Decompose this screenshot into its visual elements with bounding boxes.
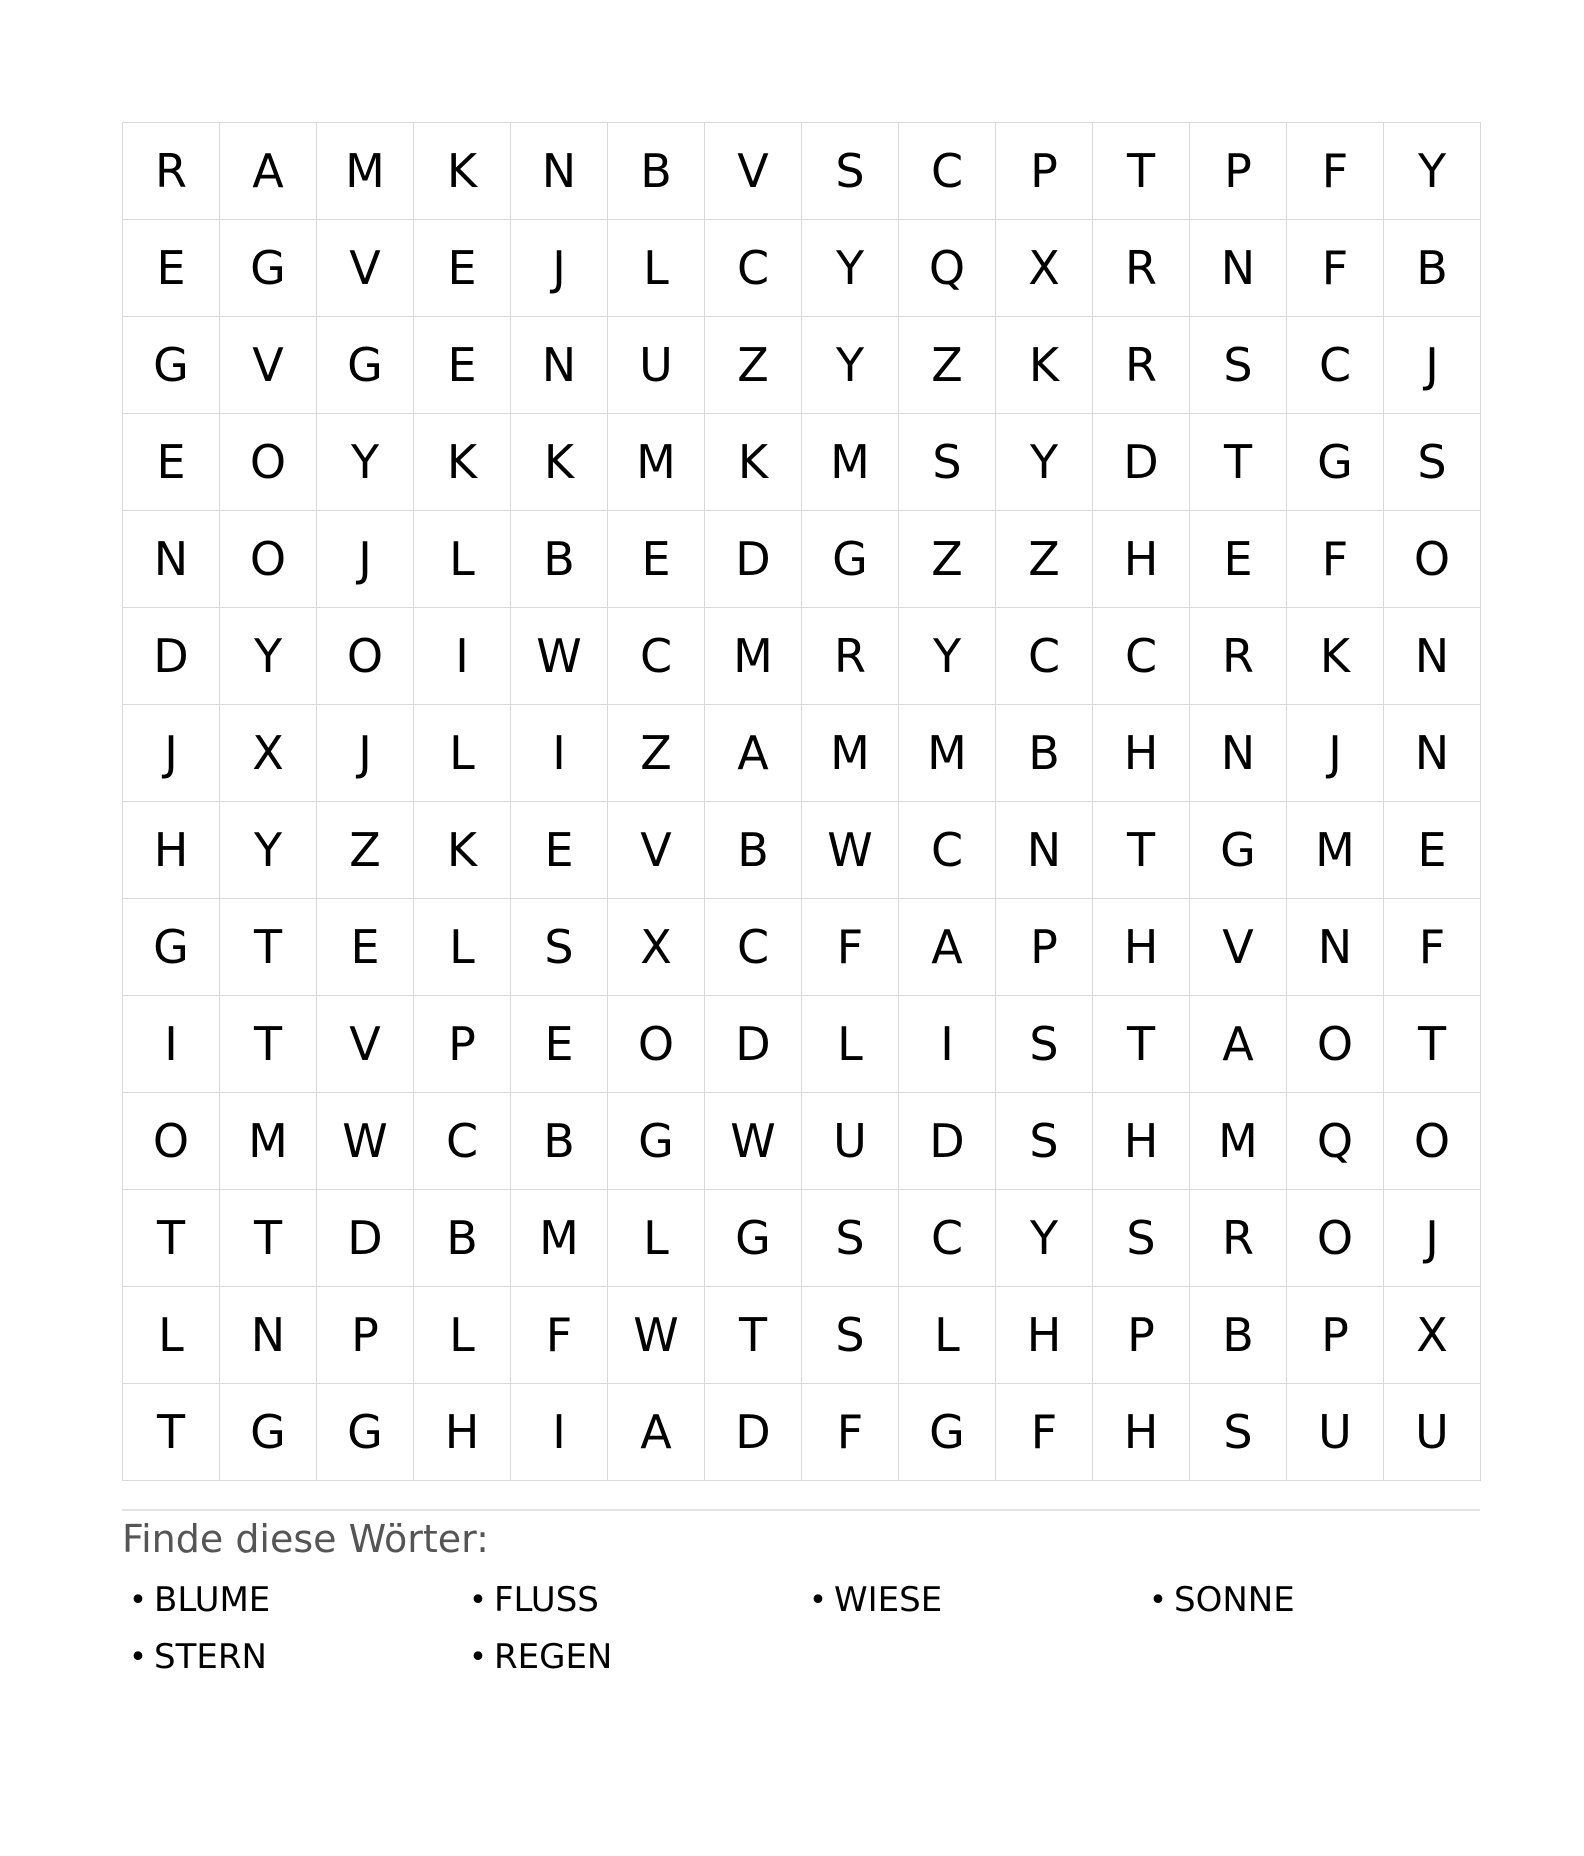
grid-cell[interactable]: G (705, 1190, 802, 1287)
grid-cell[interactable]: T (123, 1190, 220, 1287)
grid-cell[interactable]: F (996, 1384, 1093, 1481)
grid-cell[interactable]: L (123, 1287, 220, 1384)
grid-cell[interactable]: X (608, 899, 705, 996)
grid-cell[interactable]: S (1190, 317, 1287, 414)
grid-cell[interactable]: G (220, 220, 317, 317)
grid-cell[interactable]: K (705, 414, 802, 511)
grid-cell[interactable]: O (123, 1093, 220, 1190)
grid-cell[interactable]: M (317, 123, 414, 220)
grid-cell[interactable]: M (1287, 802, 1384, 899)
grid-cell[interactable]: H (123, 802, 220, 899)
grid-cell[interactable]: H (1093, 1093, 1190, 1190)
grid-cell[interactable]: K (511, 414, 608, 511)
grid-cell[interactable]: V (317, 996, 414, 1093)
word-label: BLUME (154, 1579, 271, 1620)
grid-cell[interactable]: S (996, 996, 1093, 1093)
grid-cell[interactable]: E (511, 996, 608, 1093)
grid-cell[interactable]: B (511, 1093, 608, 1190)
bullet-icon: • (469, 1639, 487, 1675)
word-list-item (802, 1577, 1142, 1624)
grid-cell[interactable]: K (414, 414, 511, 511)
grid-cell[interactable]: S (802, 1190, 899, 1287)
grid-cell[interactable]: M (220, 1093, 317, 1190)
word-label: WIESE (834, 1579, 943, 1620)
grid-cell[interactable]: O (220, 414, 317, 511)
grid-cell[interactable]: S (1093, 1190, 1190, 1287)
grid-cell[interactable]: H (996, 1287, 1093, 1384)
grid-cell[interactable]: F (511, 1287, 608, 1384)
grid-cell[interactable]: Z (996, 511, 1093, 608)
grid-cell[interactable]: G (608, 1093, 705, 1190)
grid-cell[interactable]: L (414, 511, 511, 608)
grid-cell[interactable]: U (1384, 1384, 1481, 1481)
grid-cell[interactable]: B (996, 705, 1093, 802)
grid-cell[interactable]: G (1190, 802, 1287, 899)
grid-cell[interactable]: N (1190, 705, 1287, 802)
grid-cell[interactable]: O (317, 608, 414, 705)
grid-cell[interactable]: C (899, 1190, 996, 1287)
grid-cell[interactable]: P (414, 996, 511, 1093)
grid-cell[interactable]: V (317, 220, 414, 317)
grid-cell[interactable]: N (1287, 899, 1384, 996)
grid-cell[interactable]: G (899, 1384, 996, 1481)
grid-cell[interactable]: S (1384, 414, 1481, 511)
grid-cell[interactable]: C (996, 608, 1093, 705)
grid-cell[interactable]: S (899, 414, 996, 511)
grid-cell[interactable]: H (1093, 705, 1190, 802)
grid-cell[interactable]: B (1190, 1287, 1287, 1384)
grid-cell[interactable]: C (705, 899, 802, 996)
grid-cell[interactable]: J (317, 511, 414, 608)
grid-cell[interactable]: T (1384, 996, 1481, 1093)
grid-cell[interactable]: F (802, 899, 899, 996)
grid-cell[interactable]: M (899, 705, 996, 802)
grid-cell[interactable]: F (1287, 511, 1384, 608)
grid-cell[interactable]: R (1190, 1190, 1287, 1287)
grid-cell[interactable]: S (802, 1287, 899, 1384)
grid-cell[interactable]: Y (1384, 123, 1481, 220)
grid-cell[interactable]: J (1287, 705, 1384, 802)
grid-cell[interactable]: J (123, 705, 220, 802)
bullet-icon: • (129, 1639, 147, 1675)
grid-cell[interactable]: O (1287, 996, 1384, 1093)
grid-cell[interactable]: Y (802, 317, 899, 414)
grid-cell[interactable]: O (608, 996, 705, 1093)
grid-cell[interactable]: U (802, 1093, 899, 1190)
grid-cell[interactable]: Y (220, 802, 317, 899)
grid-cell[interactable]: N (1384, 608, 1481, 705)
grid-cell[interactable]: K (414, 802, 511, 899)
grid-cell[interactable]: A (705, 705, 802, 802)
grid-cell[interactable]: P (317, 1287, 414, 1384)
grid-cell[interactable]: T (123, 1384, 220, 1481)
grid-cell[interactable]: X (1384, 1287, 1481, 1384)
grid-cell[interactable]: L (802, 996, 899, 1093)
letter-grid (122, 122, 1481, 1481)
grid-cell[interactable]: M (802, 705, 899, 802)
grid-cell[interactable]: N (511, 317, 608, 414)
grid-cell[interactable]: W (511, 608, 608, 705)
word-list (122, 1577, 1474, 1681)
grid-cell[interactable]: F (1287, 123, 1384, 220)
grid-cell[interactable]: Y (996, 414, 1093, 511)
grid-cell[interactable]: N (1384, 705, 1481, 802)
grid-cell[interactable]: F (802, 1384, 899, 1481)
grid-cell[interactable]: S (802, 123, 899, 220)
grid-cell[interactable]: Z (705, 317, 802, 414)
grid-cell[interactable]: N (996, 802, 1093, 899)
grid-cell[interactable]: E (1384, 802, 1481, 899)
grid-cell[interactable]: G (123, 899, 220, 996)
word-label: REGEN (494, 1636, 613, 1677)
grid-cell[interactable]: M (608, 414, 705, 511)
grid-cell[interactable]: J (1384, 317, 1481, 414)
grid-cell[interactable]: M (1190, 1093, 1287, 1190)
grid-cell[interactable]: Y (899, 608, 996, 705)
grid-cell[interactable]: H (1093, 511, 1190, 608)
grid-cell[interactable]: D (705, 1384, 802, 1481)
grid-cell[interactable]: O (1384, 511, 1481, 608)
grid-cell[interactable]: N (1190, 220, 1287, 317)
grid-cell[interactable]: Q (899, 220, 996, 317)
word-list-item (462, 1634, 802, 1681)
grid-cell[interactable]: P (996, 123, 1093, 220)
grid-cell[interactable]: L (899, 1287, 996, 1384)
grid-cell[interactable]: J (1384, 1190, 1481, 1287)
grid-cell[interactable]: C (1287, 317, 1384, 414)
grid-cell[interactable]: Z (317, 802, 414, 899)
grid-cell[interactable]: J (511, 220, 608, 317)
bullet-icon: • (469, 1582, 487, 1618)
grid-cell[interactable]: C (705, 220, 802, 317)
grid-cell[interactable]: R (1190, 608, 1287, 705)
grid-cell[interactable]: P (1287, 1287, 1384, 1384)
grid-cell[interactable]: V (1190, 899, 1287, 996)
bullet-icon: • (129, 1582, 147, 1618)
grid-cell[interactable]: G (317, 317, 414, 414)
grid-cell[interactable]: O (1287, 1190, 1384, 1287)
grid-cell[interactable]: W (802, 802, 899, 899)
grid-cell[interactable]: F (1287, 220, 1384, 317)
grid-cell[interactable]: K (414, 123, 511, 220)
grid-cell[interactable]: T (1190, 414, 1287, 511)
grid-cell[interactable]: P (1190, 123, 1287, 220)
grid-cell[interactable]: E (608, 511, 705, 608)
grid-cell[interactable]: G (220, 1384, 317, 1481)
grid-cell[interactable]: R (1093, 317, 1190, 414)
grid-cell[interactable]: B (1384, 220, 1481, 317)
grid-cell[interactable]: K (1287, 608, 1384, 705)
grid-cell[interactable]: N (511, 123, 608, 220)
grid-cell[interactable]: X (996, 220, 1093, 317)
grid-cell[interactable]: C (608, 608, 705, 705)
grid-cell[interactable]: G (802, 511, 899, 608)
grid-cell[interactable]: I (123, 996, 220, 1093)
grid-cell[interactable]: E (414, 220, 511, 317)
grid-cell[interactable]: H (1093, 899, 1190, 996)
grid-cell[interactable]: Q (1287, 1093, 1384, 1190)
grid-cell[interactable]: G (1287, 414, 1384, 511)
grid-cell[interactable]: T (220, 1190, 317, 1287)
grid-cell[interactable]: D (1093, 414, 1190, 511)
word-list-item (1142, 1577, 1482, 1624)
grid-cell[interactable]: F (1384, 899, 1481, 996)
grid-cell[interactable]: C (899, 123, 996, 220)
grid-cell[interactable]: W (317, 1093, 414, 1190)
word-list-title: Finde diese Wörter: (122, 1517, 489, 1561)
grid-cell[interactable]: R (1093, 220, 1190, 317)
grid-cell[interactable]: J (317, 705, 414, 802)
grid-cell[interactable]: B (705, 802, 802, 899)
grid-cell[interactable]: R (123, 123, 220, 220)
grid-cell[interactable]: W (705, 1093, 802, 1190)
grid-cell[interactable]: P (996, 899, 1093, 996)
grid-cell[interactable]: N (220, 1287, 317, 1384)
grid-cell[interactable]: L (608, 1190, 705, 1287)
word-search-puzzle (122, 122, 1474, 1681)
grid-cell[interactable]: H (414, 1384, 511, 1481)
grid-cell[interactable]: D (705, 996, 802, 1093)
grid-cell[interactable]: Z (899, 511, 996, 608)
grid-cell[interactable]: S (1190, 1384, 1287, 1481)
grid-cell[interactable]: L (608, 220, 705, 317)
grid-cell[interactable]: C (1093, 608, 1190, 705)
grid-cell[interactable]: D (123, 608, 220, 705)
grid-cell[interactable]: A (899, 899, 996, 996)
bullet-icon: • (1149, 1582, 1167, 1618)
grid-cell[interactable]: W (608, 1287, 705, 1384)
grid-cell[interactable]: B (511, 511, 608, 608)
grid-cell[interactable]: P (1093, 1287, 1190, 1384)
grid-cell[interactable]: Z (899, 317, 996, 414)
grid-cell[interactable]: E (1190, 511, 1287, 608)
grid-cell[interactable]: H (1093, 1384, 1190, 1481)
grid-cell[interactable]: L (414, 1287, 511, 1384)
divider (122, 1509, 1480, 1511)
grid-cell[interactable]: O (1384, 1093, 1481, 1190)
grid-cell[interactable]: I (511, 705, 608, 802)
grid-cell[interactable]: L (414, 705, 511, 802)
word-list-item (462, 1577, 802, 1624)
grid-cell[interactable]: Y (220, 608, 317, 705)
grid-cell[interactable]: G (123, 317, 220, 414)
word-label: FLUSS (494, 1579, 599, 1620)
word-list-item (122, 1577, 462, 1624)
grid-cell[interactable]: T (1093, 996, 1190, 1093)
grid-cell[interactable]: I (899, 996, 996, 1093)
grid-cell[interactable]: Z (608, 705, 705, 802)
grid-cell[interactable]: E (414, 317, 511, 414)
grid-cell[interactable]: X (220, 705, 317, 802)
grid-cell[interactable]: N (123, 511, 220, 608)
grid-cell[interactable]: U (608, 317, 705, 414)
grid-cell[interactable]: C (414, 1093, 511, 1190)
grid-cell[interactable]: D (317, 1190, 414, 1287)
grid-cell[interactable]: E (123, 220, 220, 317)
grid-cell[interactable]: Y (802, 220, 899, 317)
grid-cell[interactable]: M (511, 1190, 608, 1287)
grid-cell[interactable]: M (802, 414, 899, 511)
grid-cell[interactable]: T (220, 899, 317, 996)
grid-cell[interactable]: I (511, 1384, 608, 1481)
grid-cell[interactable]: E (511, 802, 608, 899)
grid-cell[interactable]: E (123, 414, 220, 511)
word-list-item (122, 1634, 462, 1681)
grid-cell[interactable]: G (317, 1384, 414, 1481)
grid-cell[interactable]: B (414, 1190, 511, 1287)
grid-cell[interactable]: V (705, 123, 802, 220)
grid-cell[interactable]: B (608, 123, 705, 220)
grid-cell[interactable]: A (220, 123, 317, 220)
grid-cell[interactable]: O (220, 511, 317, 608)
word-label: STERN (154, 1636, 267, 1677)
grid-cell[interactable]: V (608, 802, 705, 899)
grid-cell[interactable]: S (511, 899, 608, 996)
grid-cell[interactable]: T (220, 996, 317, 1093)
grid-cell[interactable]: E (317, 899, 414, 996)
grid-cell[interactable]: D (899, 1093, 996, 1190)
word-label: SONNE (1174, 1579, 1295, 1620)
grid-cell[interactable]: T (705, 1287, 802, 1384)
grid-cell[interactable]: K (996, 317, 1093, 414)
grid-cell[interactable]: A (1190, 996, 1287, 1093)
grid-cell[interactable]: T (1093, 802, 1190, 899)
grid-cell[interactable]: L (414, 899, 511, 996)
grid-cell[interactable]: I (414, 608, 511, 705)
grid-cell[interactable]: M (705, 608, 802, 705)
grid-cell[interactable]: A (608, 1384, 705, 1481)
grid-cell[interactable]: S (996, 1093, 1093, 1190)
grid-cell[interactable]: V (220, 317, 317, 414)
grid-cell[interactable]: T (1093, 123, 1190, 220)
grid-cell[interactable]: D (705, 511, 802, 608)
grid-cell[interactable]: C (899, 802, 996, 899)
grid-cell[interactable]: Y (996, 1190, 1093, 1287)
grid-cell[interactable]: R (802, 608, 899, 705)
grid-cell[interactable]: U (1287, 1384, 1384, 1481)
bullet-icon: • (809, 1582, 827, 1618)
grid-cell[interactable]: Y (317, 414, 414, 511)
